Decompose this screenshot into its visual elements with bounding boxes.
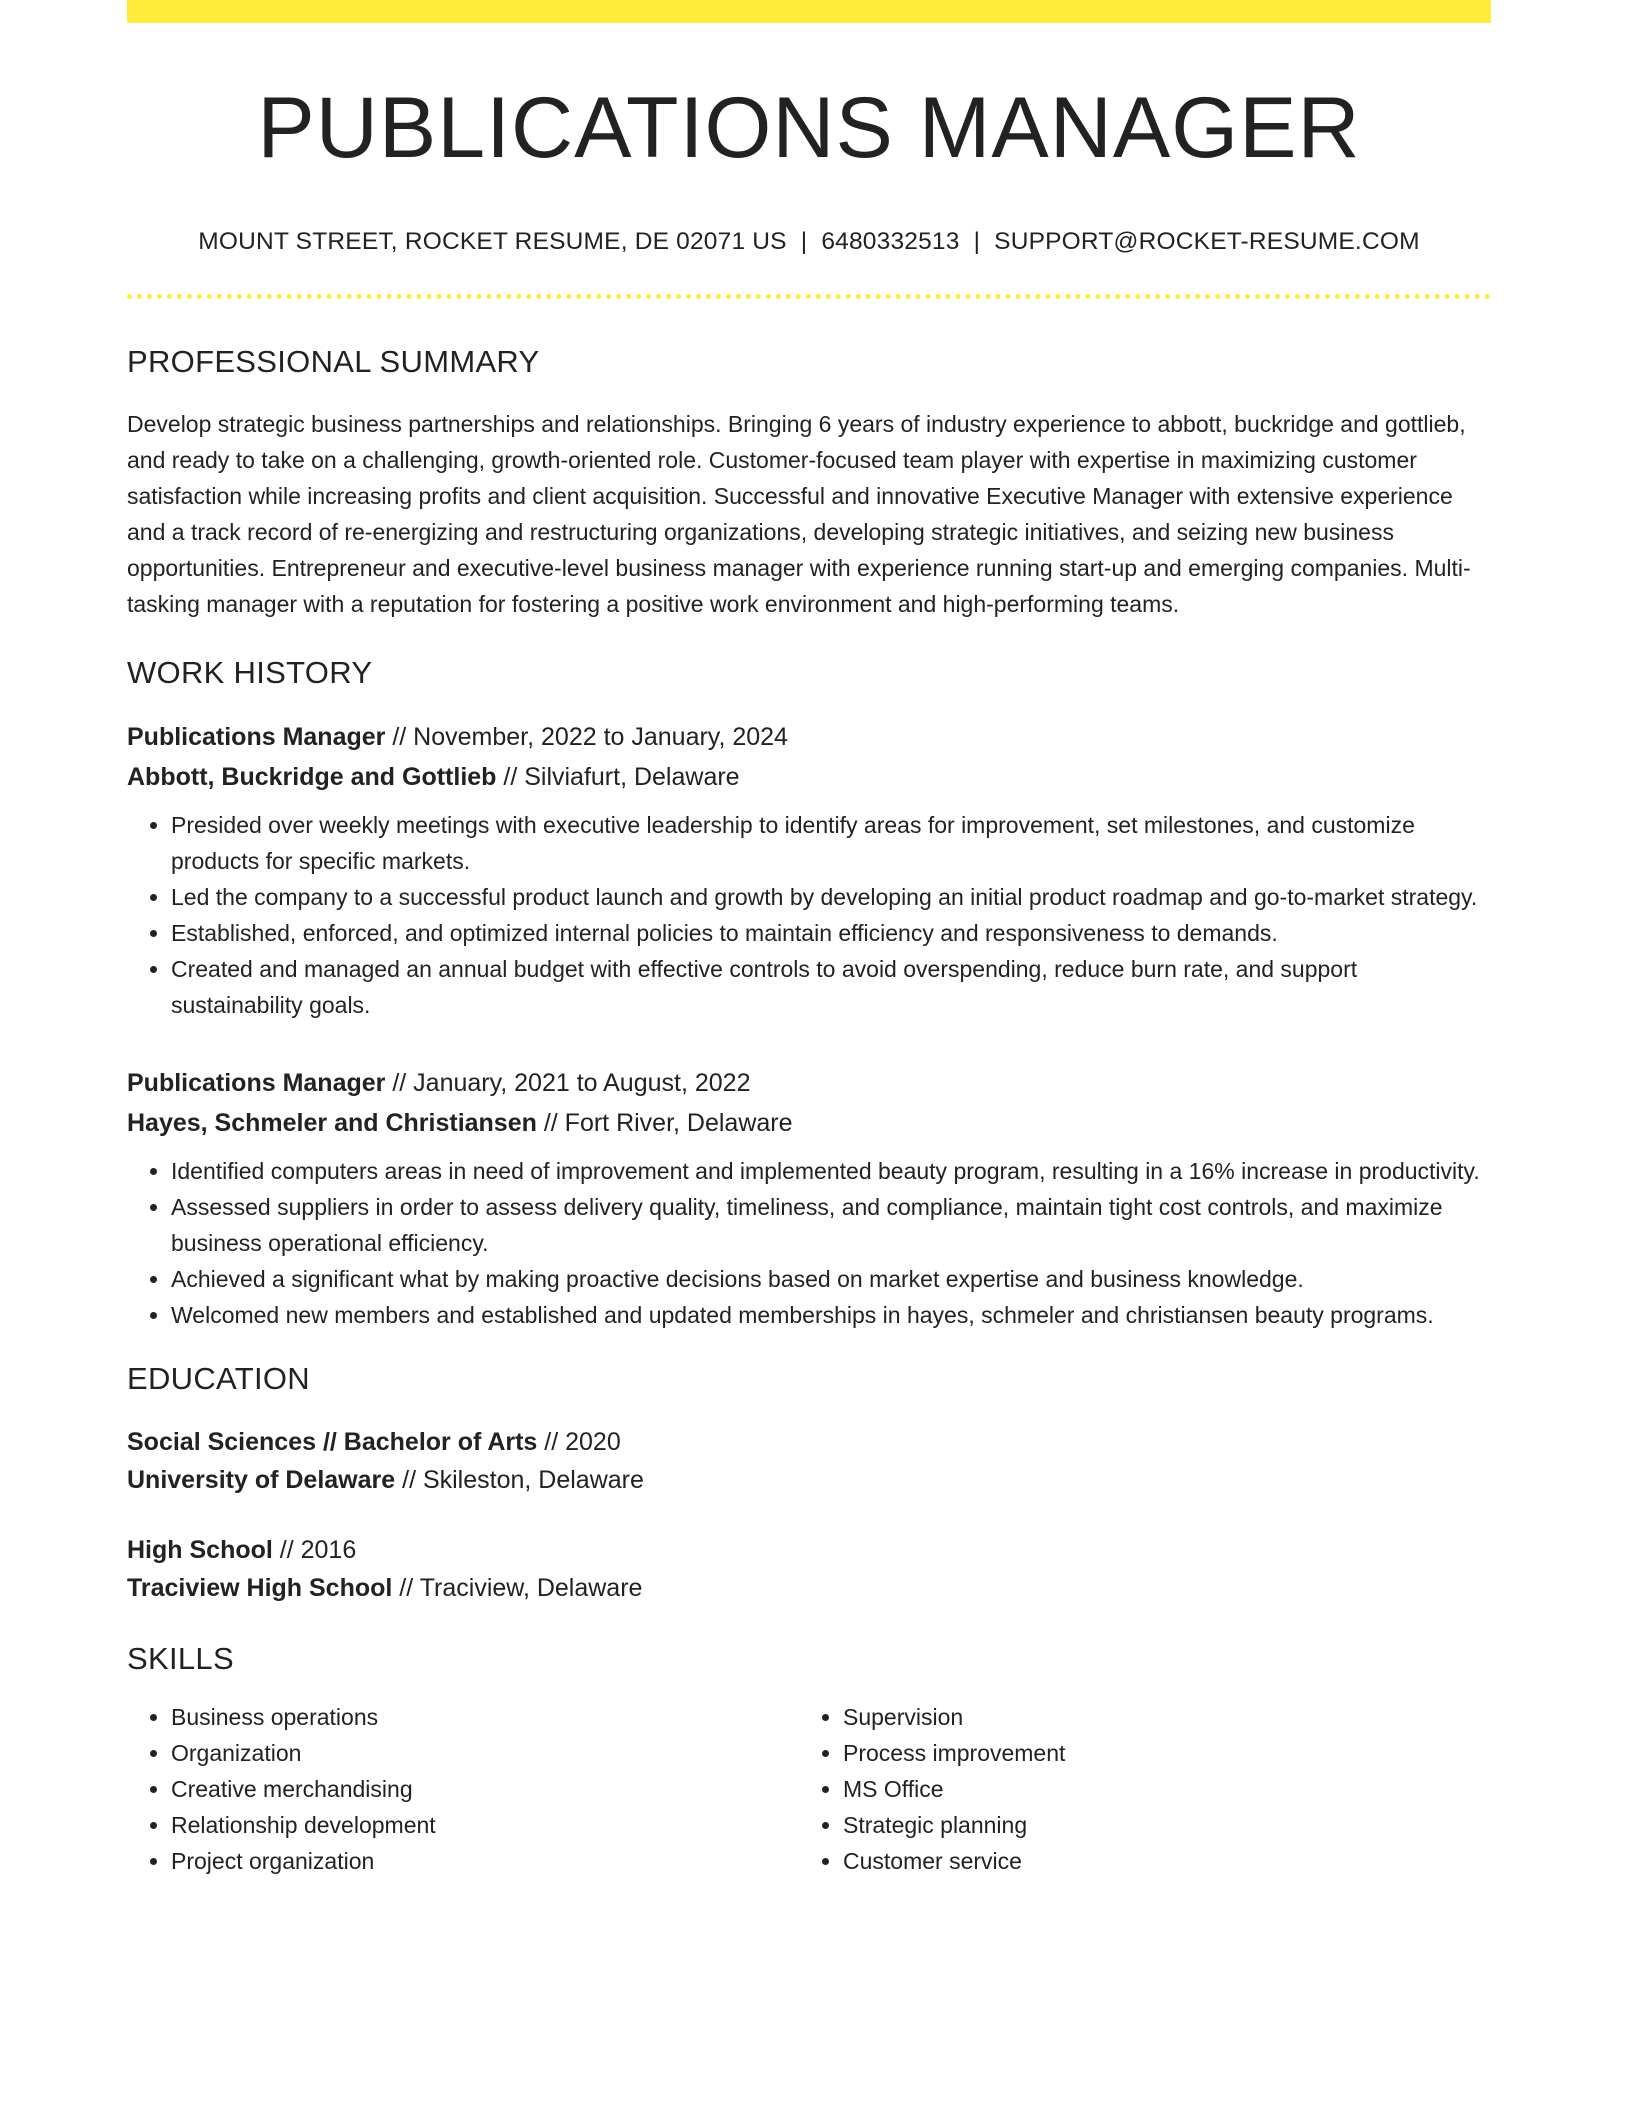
job-location: // Silviafurt, Delaware [496,762,740,791]
job-bullets [127,807,1491,1023]
contact-email: SUPPORT@ROCKET-RESUME.COM [994,227,1420,255]
job-company: Hayes, Schmeler and Christiansen [127,1108,537,1137]
section-title-summary: PROFESSIONAL SUMMARY [127,343,540,379]
list-item: • Creative merchandising [171,1771,799,1807]
contact-address: MOUNT STREET, ROCKET RESUME, DE 02071 US [198,227,787,255]
education-school-line [127,1461,1491,1499]
education-school: University of Delaware [127,1465,396,1494]
job-role: Publications Manager [127,1068,386,1097]
skills-list-left [127,1699,799,1879]
list-item: • Created and managed an annual budget with effective controls to avoid overspending, reduce burn rate, and support sustainability goals. [171,951,1491,1023]
resume-name: PUBLICATIONS MANAGER [257,80,1361,176]
list-item: • Identified computers areas in need of improvement and implemented beauty program, resulting in a 16% increase in productivity. [171,1153,1491,1189]
skills-list-right [799,1699,1471,1879]
education-location: // Traciview, Delaware [392,1573,643,1602]
section-title-skills: SKILLS [127,1640,234,1676]
list-item: • Process improvement [843,1735,1471,1771]
education-school: Traciview High School [127,1573,393,1602]
list-item: • Achieved a significant what by making proactive decisions based on market expertise and business knowledge. [171,1261,1491,1297]
section-title-work-history: WORK HISTORY [127,654,373,690]
job-dates: // January, 2021 to August, 2022 [385,1068,751,1097]
accent-top-bar [127,0,1491,23]
job-company: Abbott, Buckridge and Gottlieb [127,762,497,791]
job-title-line [127,1063,1491,1103]
list-item: • Led the company to a successful product launch and growth by developing an initial product roadmap and go-to-market strategy. [171,879,1491,915]
contact-separator: | [800,227,808,255]
list-item: • Customer service [843,1843,1471,1879]
job-role: Publications Manager [127,722,386,751]
list-item: • Project organization [171,1843,799,1879]
list-item: • Supervision [843,1699,1471,1735]
education-degree: High School [127,1535,273,1564]
list-item: • Strategic planning [843,1807,1471,1843]
job-company-line [127,757,1491,797]
contact-line [127,228,1491,256]
job-company-line [127,1103,1491,1143]
job-title-line [127,717,1491,757]
education-year: // 2020 [537,1427,621,1456]
list-item: • Organization [171,1735,799,1771]
contact-phone: 6480332513 [821,227,960,255]
job-entry [127,717,1491,1023]
section-title-education: EDUCATION [127,1360,310,1396]
skills-columns [127,1699,1491,1879]
dotted-divider [127,294,1491,299]
list-item: • Established, enforced, and optimized internal policies to maintain efficiency and responsiveness to demands. [171,915,1491,951]
contact-separator: | [973,227,981,255]
education-entry [127,1423,1491,1499]
list-item: • Welcomed new members and established and updated memberships in hayes, schmeler and christiansen beauty programs. [171,1297,1491,1333]
education-degree-line [127,1423,1491,1461]
resume-page [127,0,1491,1879]
education-school-line [127,1569,1491,1607]
list-item: • Presided over weekly meetings with executive leadership to identify areas for improvement, set milestones, and customize products for specific markets. [171,807,1491,879]
job-bullets [127,1153,1491,1333]
list-item: • MS Office [843,1771,1471,1807]
job-entry [127,1063,1491,1333]
list-item: • Relationship development [171,1807,799,1843]
job-location: // Fort River, Delaware [536,1108,793,1137]
list-item: • Assessed suppliers in order to assess delivery quality, timeliness, and compliance, maintain tight cost controls, and maximize business operational efficiency. [171,1189,1491,1261]
education-location: // Skileston, Delaware [395,1465,644,1494]
education-degree-line [127,1531,1491,1569]
education-entry [127,1531,1491,1607]
summary-text: Develop strategic business partnerships and relationships. Bringing 6 years of industry experience to abbott, buckridge and gottlieb, and ready to take on a challenging, growth-oriented role. Customer-focused team player with expertise in maximizing customer satisfaction while increasing profits and client acquisition. Successful and innovative Executive Manager with extensive experience and a track record of re-energizing and restructuring organizations, developing strategic initiatives, and seizing new business opportunities. Entrepreneur and executive-level business manager with experience running start-up and emerging companies. Multi-tasking manager with a reputation for fostering a positive work environment and high-performing teams. [127,410,1471,617]
education-year: // 2016 [272,1535,357,1564]
job-dates: // November, 2022 to January, 2024 [385,722,788,751]
list-item: • Business operations [171,1699,799,1735]
education-degree: Social Sciences // Bachelor of Arts [127,1427,538,1456]
